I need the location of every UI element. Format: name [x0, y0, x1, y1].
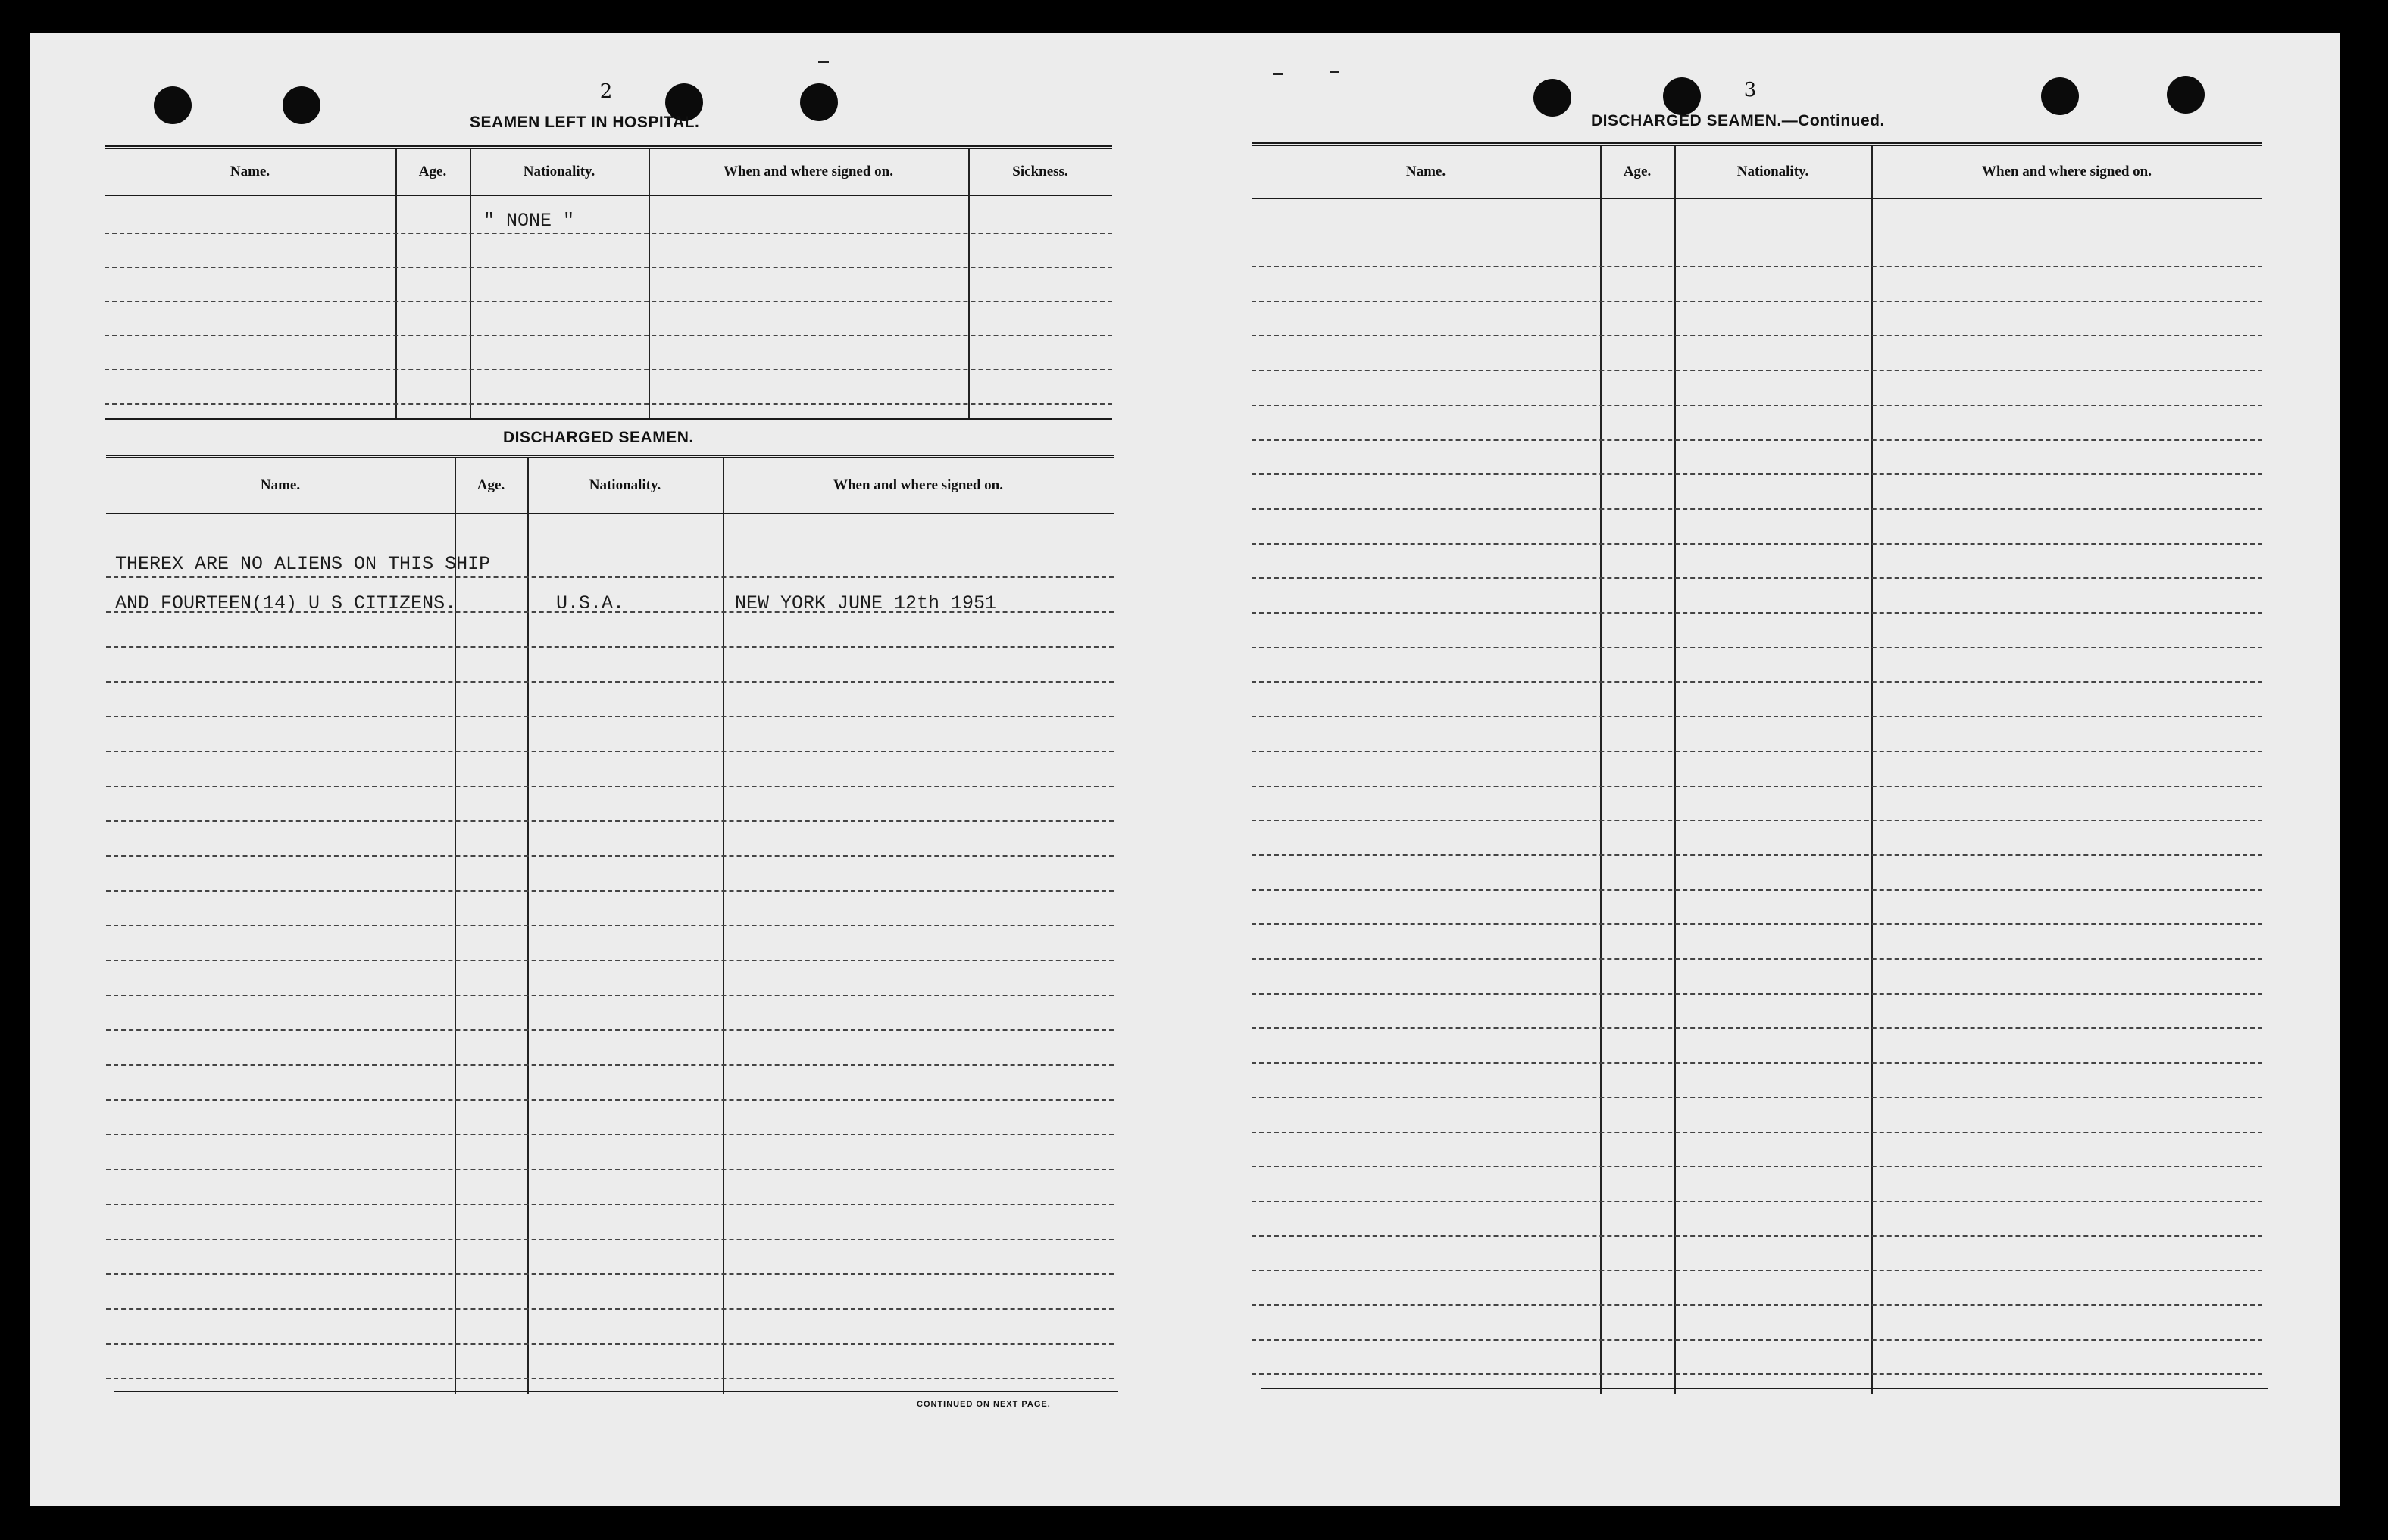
ledger-rule: [106, 1029, 1114, 1031]
ledger-rule: [106, 1273, 1114, 1275]
stray-mark: [818, 61, 829, 63]
ledger-rule: [1252, 923, 2262, 925]
punch-hole: [283, 86, 320, 124]
ledger-rule: [1252, 1062, 2262, 1064]
col-header-age: Age.: [477, 477, 505, 493]
ledger-rule: [106, 751, 1114, 752]
ledger-rule: [106, 820, 1114, 822]
ledger-rule: [106, 890, 1114, 892]
ledger-rule: [106, 995, 1114, 996]
ledger-rule: [106, 1343, 1114, 1345]
right-page-number: 3: [1743, 79, 1757, 102]
stray-mark: [1330, 71, 1339, 73]
ledger-rule: [1252, 1132, 2262, 1133]
ledger-rule: [106, 681, 1114, 683]
ledger-rule: [1252, 543, 2262, 545]
ledger-rule: [1252, 473, 2262, 475]
hospital-section-title: SEAMEN LEFT IN HOSPITAL.: [470, 114, 700, 131]
ledger-rule: [1252, 889, 2262, 891]
ledger-rule: [1252, 993, 2262, 995]
ledger-rule: [1252, 958, 2262, 960]
stray-mark: [1273, 73, 1283, 75]
punch-hole: [1533, 79, 1571, 117]
ledger-rule: [106, 646, 1114, 648]
ledger-rule: [1252, 854, 2262, 856]
discharged-table-right: [1252, 142, 2262, 1394]
discharged-section-title: DISCHARGED SEAMEN.: [503, 429, 694, 446]
ledger-rule: [1252, 1304, 2262, 1306]
col-header-name: Name.: [260, 477, 301, 493]
discharged-table-left: [106, 455, 1114, 1394]
ledger-rule: [1252, 786, 2262, 787]
ledger-rule: [106, 1204, 1114, 1205]
col-header-nationality: Nationality.: [1736, 164, 1809, 180]
left-page-number: 2: [599, 80, 613, 103]
right-bottom-rule: [1261, 1388, 2268, 1389]
ledger-rule: [106, 1308, 1114, 1310]
ledger-rule: [106, 1099, 1114, 1101]
ledger-rule: [106, 1378, 1114, 1379]
punch-hole: [2167, 76, 2205, 114]
col-header-name: Name.: [1405, 164, 1446, 180]
ledger-paper: [30, 33, 2340, 1506]
ledger-rule: [1252, 335, 2262, 336]
col-header-signed-on: When and where signed on.: [833, 477, 1003, 493]
discharged-line-2-signed-on: NEW YORK JUNE 12th 1951: [735, 592, 997, 614]
ledger-rule: [106, 855, 1114, 857]
col-header-age: Age.: [418, 164, 447, 180]
ledger-rule: [1252, 820, 2262, 821]
ledger-rule: [1252, 1027, 2262, 1029]
ledger-rule: [1252, 751, 2262, 752]
punch-hole: [800, 83, 838, 121]
col-header-signed-on: When and where signed on.: [723, 164, 893, 180]
ledger-rule: [1252, 1270, 2262, 1271]
ledger-rule: [1252, 716, 2262, 717]
ledger-rule: [106, 1169, 1114, 1170]
ledger-rule: [106, 716, 1114, 717]
punch-hole: [154, 86, 192, 124]
col-header-name: Name.: [230, 164, 270, 180]
ledger-rule: [1252, 1373, 2262, 1375]
ledger-rule: [106, 1239, 1114, 1240]
ledger-rule: [1252, 1201, 2262, 1202]
col-header-sickness: Sickness.: [1012, 164, 1068, 180]
ledger-rule: [106, 925, 1114, 926]
ledger-rule: [106, 960, 1114, 961]
discharged-line-1: THEREX ARE NO ALIENS ON THIS SHIP: [115, 553, 491, 575]
ledger-rule: [1252, 577, 2262, 579]
ledger-rule: [106, 1064, 1114, 1066]
ledger-rule: [1252, 612, 2262, 614]
discharged-line-2-nationality: U.S.A.: [556, 592, 625, 614]
continued-note: CONTINUED ON NEXT PAGE.: [917, 1400, 1051, 1409]
ledger-rule: [1252, 266, 2262, 267]
punch-hole: [2041, 77, 2079, 115]
col-header-signed-on: When and where signed on.: [1981, 164, 2152, 180]
ledger-rule: [106, 786, 1114, 787]
punch-hole: [1663, 77, 1701, 115]
col-header-age: Age.: [1623, 164, 1652, 180]
ledger-rule: [1252, 1166, 2262, 1167]
ledger-rule: [1252, 1339, 2262, 1341]
ledger-rule: [1252, 439, 2262, 441]
left-bottom-rule: [114, 1391, 1118, 1392]
hospital-table: [105, 145, 1112, 420]
discharged-line-2-name: AND FOURTEEN(14) U S CITIZENS.: [115, 592, 457, 614]
col-header-nationality: Nationality.: [523, 164, 595, 180]
ledger-rule: [1252, 681, 2262, 683]
ledger-rule: [1252, 647, 2262, 648]
ledger-rule: [1252, 508, 2262, 510]
ledger-rule: [106, 576, 1114, 578]
ledger-rule: [1252, 405, 2262, 406]
right-section-title: DISCHARGED SEAMEN.—Continued.: [1591, 112, 1885, 130]
hospital-entry-none: " NONE ": [483, 210, 575, 232]
ledger-rule: [1252, 301, 2262, 302]
ledger-rule: [106, 1134, 1114, 1135]
ledger-rule: [1252, 1235, 2262, 1237]
ledger-rule: [1252, 370, 2262, 371]
col-header-nationality: Nationality.: [589, 477, 661, 493]
ledger-rule: [1252, 1097, 2262, 1098]
